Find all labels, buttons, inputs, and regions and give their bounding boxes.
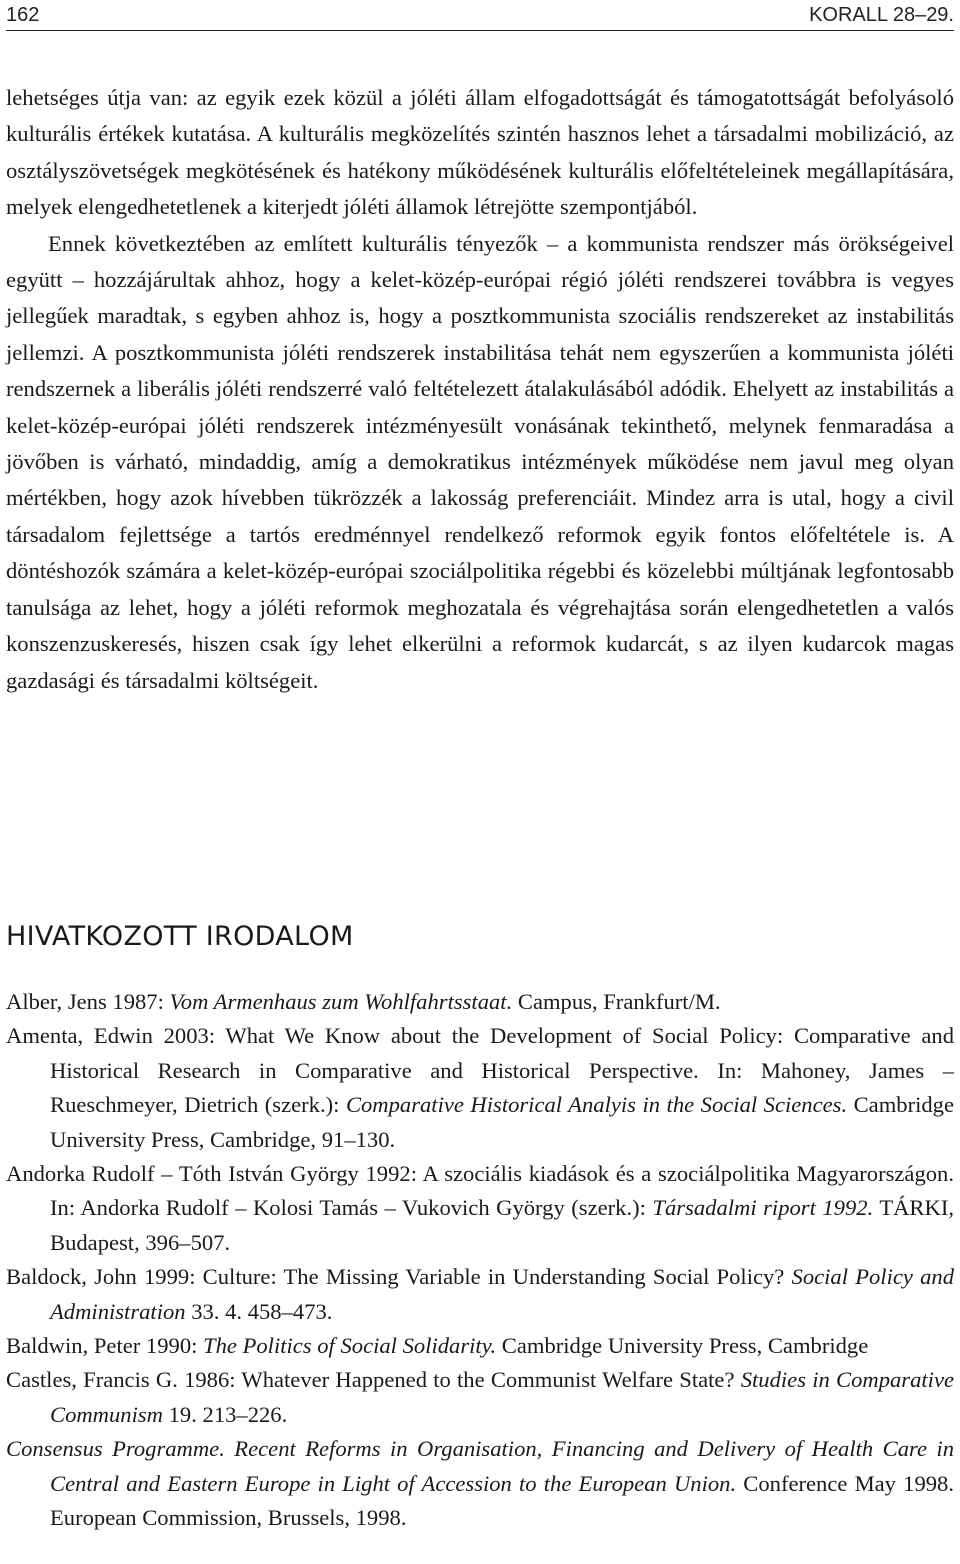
references-heading: HIVATKOZOTT IRODALOM: [6, 921, 354, 952]
reference-text: 33. 4. 458–473.: [185, 1298, 333, 1324]
reference-text: Amenta, Edwin 2003: What We Know about the Development of Social Policy: Comparative and Historical Research in Comparative and Historical Perspective. In: Mahoney, James – Rueschmeyer, Dietrich (szerk.):: [6, 1023, 954, 1118]
paragraph: lehetséges útja van: az egyik ezek közül a jóléti állam elfogadottságát és támogatottságát befolyásoló kulturális értékek kutatása. A kulturális megközelítés szintén hasznos lehet a társadalmi mobilizáció, az osztályszövetségek megkötésének és hatékony működésének kulturális előfeltételeinek megállapítására, melyek elengedhetetlenek a kiterjedt jóléti államok létrejötte szempontjából.: [6, 85, 954, 220]
reference-title: The Politics of Social Solidarity.: [203, 1333, 497, 1359]
journal-title: KORALL 28–29.: [809, 4, 954, 26]
reference-title: Társadalmi riport 1992.: [652, 1195, 874, 1221]
page-number: 162: [6, 4, 40, 26]
reference-title: Consensus Programme. Recent Reforms in Organisation, Financing and Delivery of Health Care in Central and Eastern Europe in Light of Accession to the European Union.: [6, 1436, 954, 1496]
running-head: [6, 2, 954, 31]
reference-item: [6, 985, 954, 1019]
body-text: [6, 80, 954, 699]
reference-list: [6, 985, 954, 1536]
reference-text: Cambridge University Press, Cambridge, 91–130.: [50, 1092, 955, 1152]
reference-item: [6, 1157, 954, 1260]
reference-item: [6, 1019, 954, 1157]
reference-title: Vom Armenhaus zum Wohlfahrtsstaat.: [169, 989, 513, 1014]
reference-text: Baldock, John 1999: Culture: The Missing Variable in Understanding Social Policy?: [6, 1264, 792, 1290]
reference-title: Social Policy and Administration: [50, 1264, 954, 1324]
reference-text: Baldwin, Peter 1990:: [6, 1333, 204, 1359]
reference-text: Castles, Francis G. 1986: Whatever Happened to the Communist Welfare State?: [6, 1367, 741, 1393]
reference-text: Cambridge University Press, Cambridge: [496, 1333, 869, 1359]
reference-text: TÁRKI, Budapest, 396–507.: [50, 1195, 954, 1255]
reference-item: [6, 1329, 954, 1363]
reference-text: 19. 213–226.: [162, 1401, 288, 1427]
reference-text: Conference May 1998. European Commission, Brussels, 1998.: [50, 1470, 954, 1531]
reference-text: Andorka Rudolf – Tóth István György 1992: A szociális kiadások és a szociálpolitika Magyarországon. In: Andorka Rudolf – Kolosi Tamás – Vukovich György (szerk.):: [6, 1161, 954, 1221]
reference-item: [6, 1432, 954, 1535]
reference-text: Alber, Jens 1987:: [6, 989, 170, 1014]
reference-item: [6, 1260, 954, 1329]
paragraph: Ennek következtében az említett kulturális tényezők – a kommunista rendszer más örökségeivel együtt – hozzájárultak ahhoz, hogy a kelet-közép-európai régió jóléti rendszerei továbbra is vegyes jellegűek maradtak, s egyben ahhoz is, hogy a posztkommunista szociális rendszereket az instabilitás jellemzi. A posztkommunista jóléti rendszerek instabilitása tehát nem egyszerűen a kommunista jóléti rendszernek a liberális jóléti rendszerré való feltételezett átalakulásából adódik. Ehelyett az instabilitás a kelet-közép-európai jóléti rendszerek intézményesült vonásának tekinthető, melynek fenmaradása a jövőben is várható, mindaddig, amíg a demokratikus intézmények működése nem javul meg olyan mértékben, hogy azok hívebben tükrözzék a lakosság preferenciáit. Mindez arra is utal, hogy a civil társadalom fejlettsége a tartós eredménnyel rendelkező reformok egyik fontos előfeltétele is. A döntéshozók számára a kelet-közép-európai szociálpolitika régebbi és közelebbi múltjának legfontosabb tanulsága az lehet, hogy a jóléti reformok meghozatala és végrehajtása során elengedhetetlen a valós konszenzuskeresés, hiszen csak így lehet elkerülni a reformok kudarcát, s az ilyen kudarcok magas gazdasági és társadalmi költségeit.: [6, 230, 954, 693]
reference-title: Studies in Comparative Communism: [50, 1367, 954, 1427]
reference-item: [6, 1363, 954, 1432]
reference-title: Comparative Historical Analyis in the Social Sciences.: [345, 1092, 848, 1118]
reference-text: Campus, Frankfurt/M.: [512, 989, 721, 1014]
